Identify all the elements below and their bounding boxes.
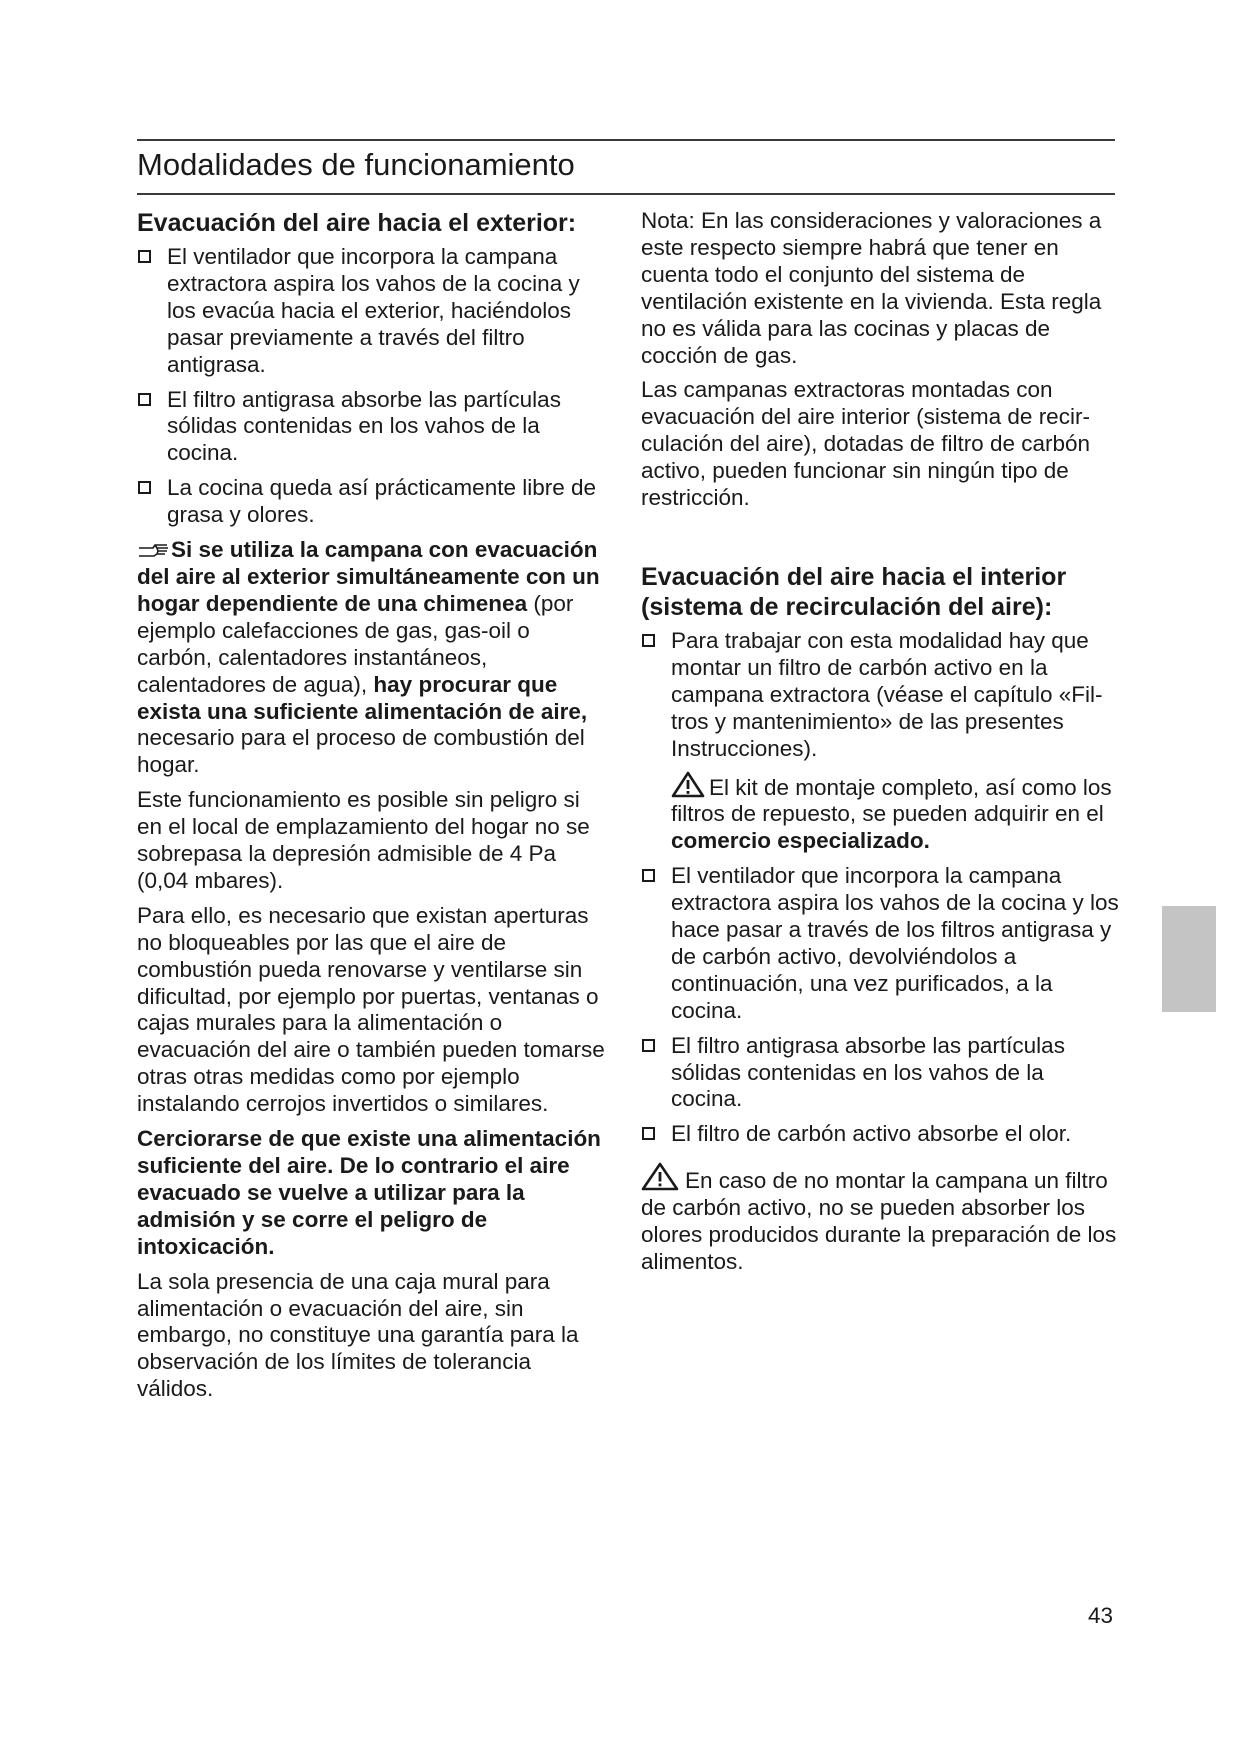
checkbox-bullet-icon	[642, 1127, 655, 1140]
interior-list-2	[641, 863, 1121, 1148]
checkbox-bullet-icon	[642, 1039, 655, 1052]
list-item: El filtro antigrasa absorbe las partículas sólidas contenidas en los vahos de la cocina.	[641, 1033, 1121, 1114]
intoxication-warning: Cerciorarse de que existe una alimentación suficiente del aire. De lo contrario el aire evacuado se vuelve a utilizar para la admisión y se corre el peligro de intoxicación.	[137, 1126, 601, 1259]
openings-paragraph: Para ello, es necesario que existan aperturas no bloqueables por las que el aire de combustión pueda renovarse y ventilarse sin dificultad, por ejemplo por puertas, ventanas o cajas murales para la alimentación o evacuación del aire o también pueden tomarse otras otras medidas como por ejemplo instalando cerrojos invertidos o similares.	[137, 902, 605, 1117]
header-rule-bottom	[137, 193, 1115, 195]
page-title: Modalidades de funcionamiento	[137, 147, 575, 182]
chimney-note: Si se utiliza la campana con evacuación del aire al exterior simultáneamente con un hogar dependiente de una chimenea (por ejemplo calefacciones de gas, gas-oil o carbón, calentadores instantáneos, calentadores de agua), hay procurar que exista una suficiente alimentación de aire, necesario para el proceso de combustión del hogar.	[137, 537, 600, 778]
warning-triangle-icon	[671, 771, 705, 798]
section-tab-marker	[1162, 906, 1216, 1012]
list-item: El filtro de carbón activo absorbe el olor.	[641, 1121, 1121, 1148]
list-item: Para trabajar con esta modalidad hay que montar un filtro de carbón activo en la campana extractora (véase el capítulo «Filtros y mantenimiento» de las presentes Instrucciones).	[641, 628, 1121, 763]
page-number: 43	[1088, 1603, 1114, 1628]
checkbox-bullet-icon	[138, 393, 151, 406]
interior-heading: Evacuación del aire hacia el interior (sistema de recirculación del aire):	[641, 562, 1067, 621]
pressure-paragraph: Este funcionamiento es posible sin peligro si en el local de emplazamiento del hogar no se sobrepasa la depresión admisible de 4 Pa (0,04 mbares).	[137, 787, 590, 893]
right-column	[641, 208, 1121, 1284]
kit-warning: El kit de montaje completo, así como los filtros de repuesto, se pueden adquirir en el comercio especializado.	[641, 771, 1121, 856]
recirculation-paragraph: Las campanas extractoras montadas con evacuación del aire interior (sistema de recirculación del aire), dotadas de filtro de carbón activo, pueden funcionar sin ningún tipo de restricción.	[641, 377, 1091, 511]
checkbox-bullet-icon	[138, 481, 151, 494]
wall-box-paragraph: La sola presencia de una caja mural para alimentación o evacuación del aire, sin embargo, no constituye una garantía para la observación de los límites de tolerancia válidos.	[137, 1268, 579, 1402]
pointing-hand-icon	[137, 539, 171, 559]
list-item: El ventilador que incorpora la campana extractora aspira los vahos de la cocina y los evacúa hacia el exterior, haciéndolos pasar previamente a través del filtro antigrasa.	[137, 244, 607, 379]
list-item: La cocina queda así prácticamente libre de grasa y olores.	[137, 475, 607, 529]
checkbox-bullet-icon	[642, 869, 655, 882]
list-item: El filtro antigrasa absorbe las partículas sólidas contenidas en los vahos de la cocina.	[137, 387, 607, 468]
checkbox-bullet-icon	[642, 634, 655, 647]
warning-triangle-icon	[641, 1162, 681, 1191]
interior-list	[641, 628, 1121, 763]
exterior-list	[137, 244, 607, 529]
checkbox-bullet-icon	[138, 250, 151, 263]
header-rule-top	[137, 139, 1115, 141]
list-item: El ventilador que incorpora la campana extractora aspira los vahos de la cocina y los hace pasar a través de los filtros antigrasa y de carbón activo, devolviéndolos a continuación, una vez purificados, a la cocina.	[641, 863, 1121, 1024]
carbon-filter-warning: En caso de no montar la campana un filtro de carbón activo, no se pueden absorber los olores producidos durante la preparación de los alimentos.	[641, 1162, 1121, 1276]
left-column	[137, 208, 607, 1411]
exterior-heading: Evacuación del aire hacia el exterior:	[137, 209, 577, 237]
nota-paragraph: Nota: En las consideraciones y valoraciones a este respecto siempre habrá que tener en cuenta todo el conjunto del sistema de ventilación existente en la vivienda. Esta regla no es válida para las cocinas y placas de cocción de gas.	[641, 208, 1102, 368]
